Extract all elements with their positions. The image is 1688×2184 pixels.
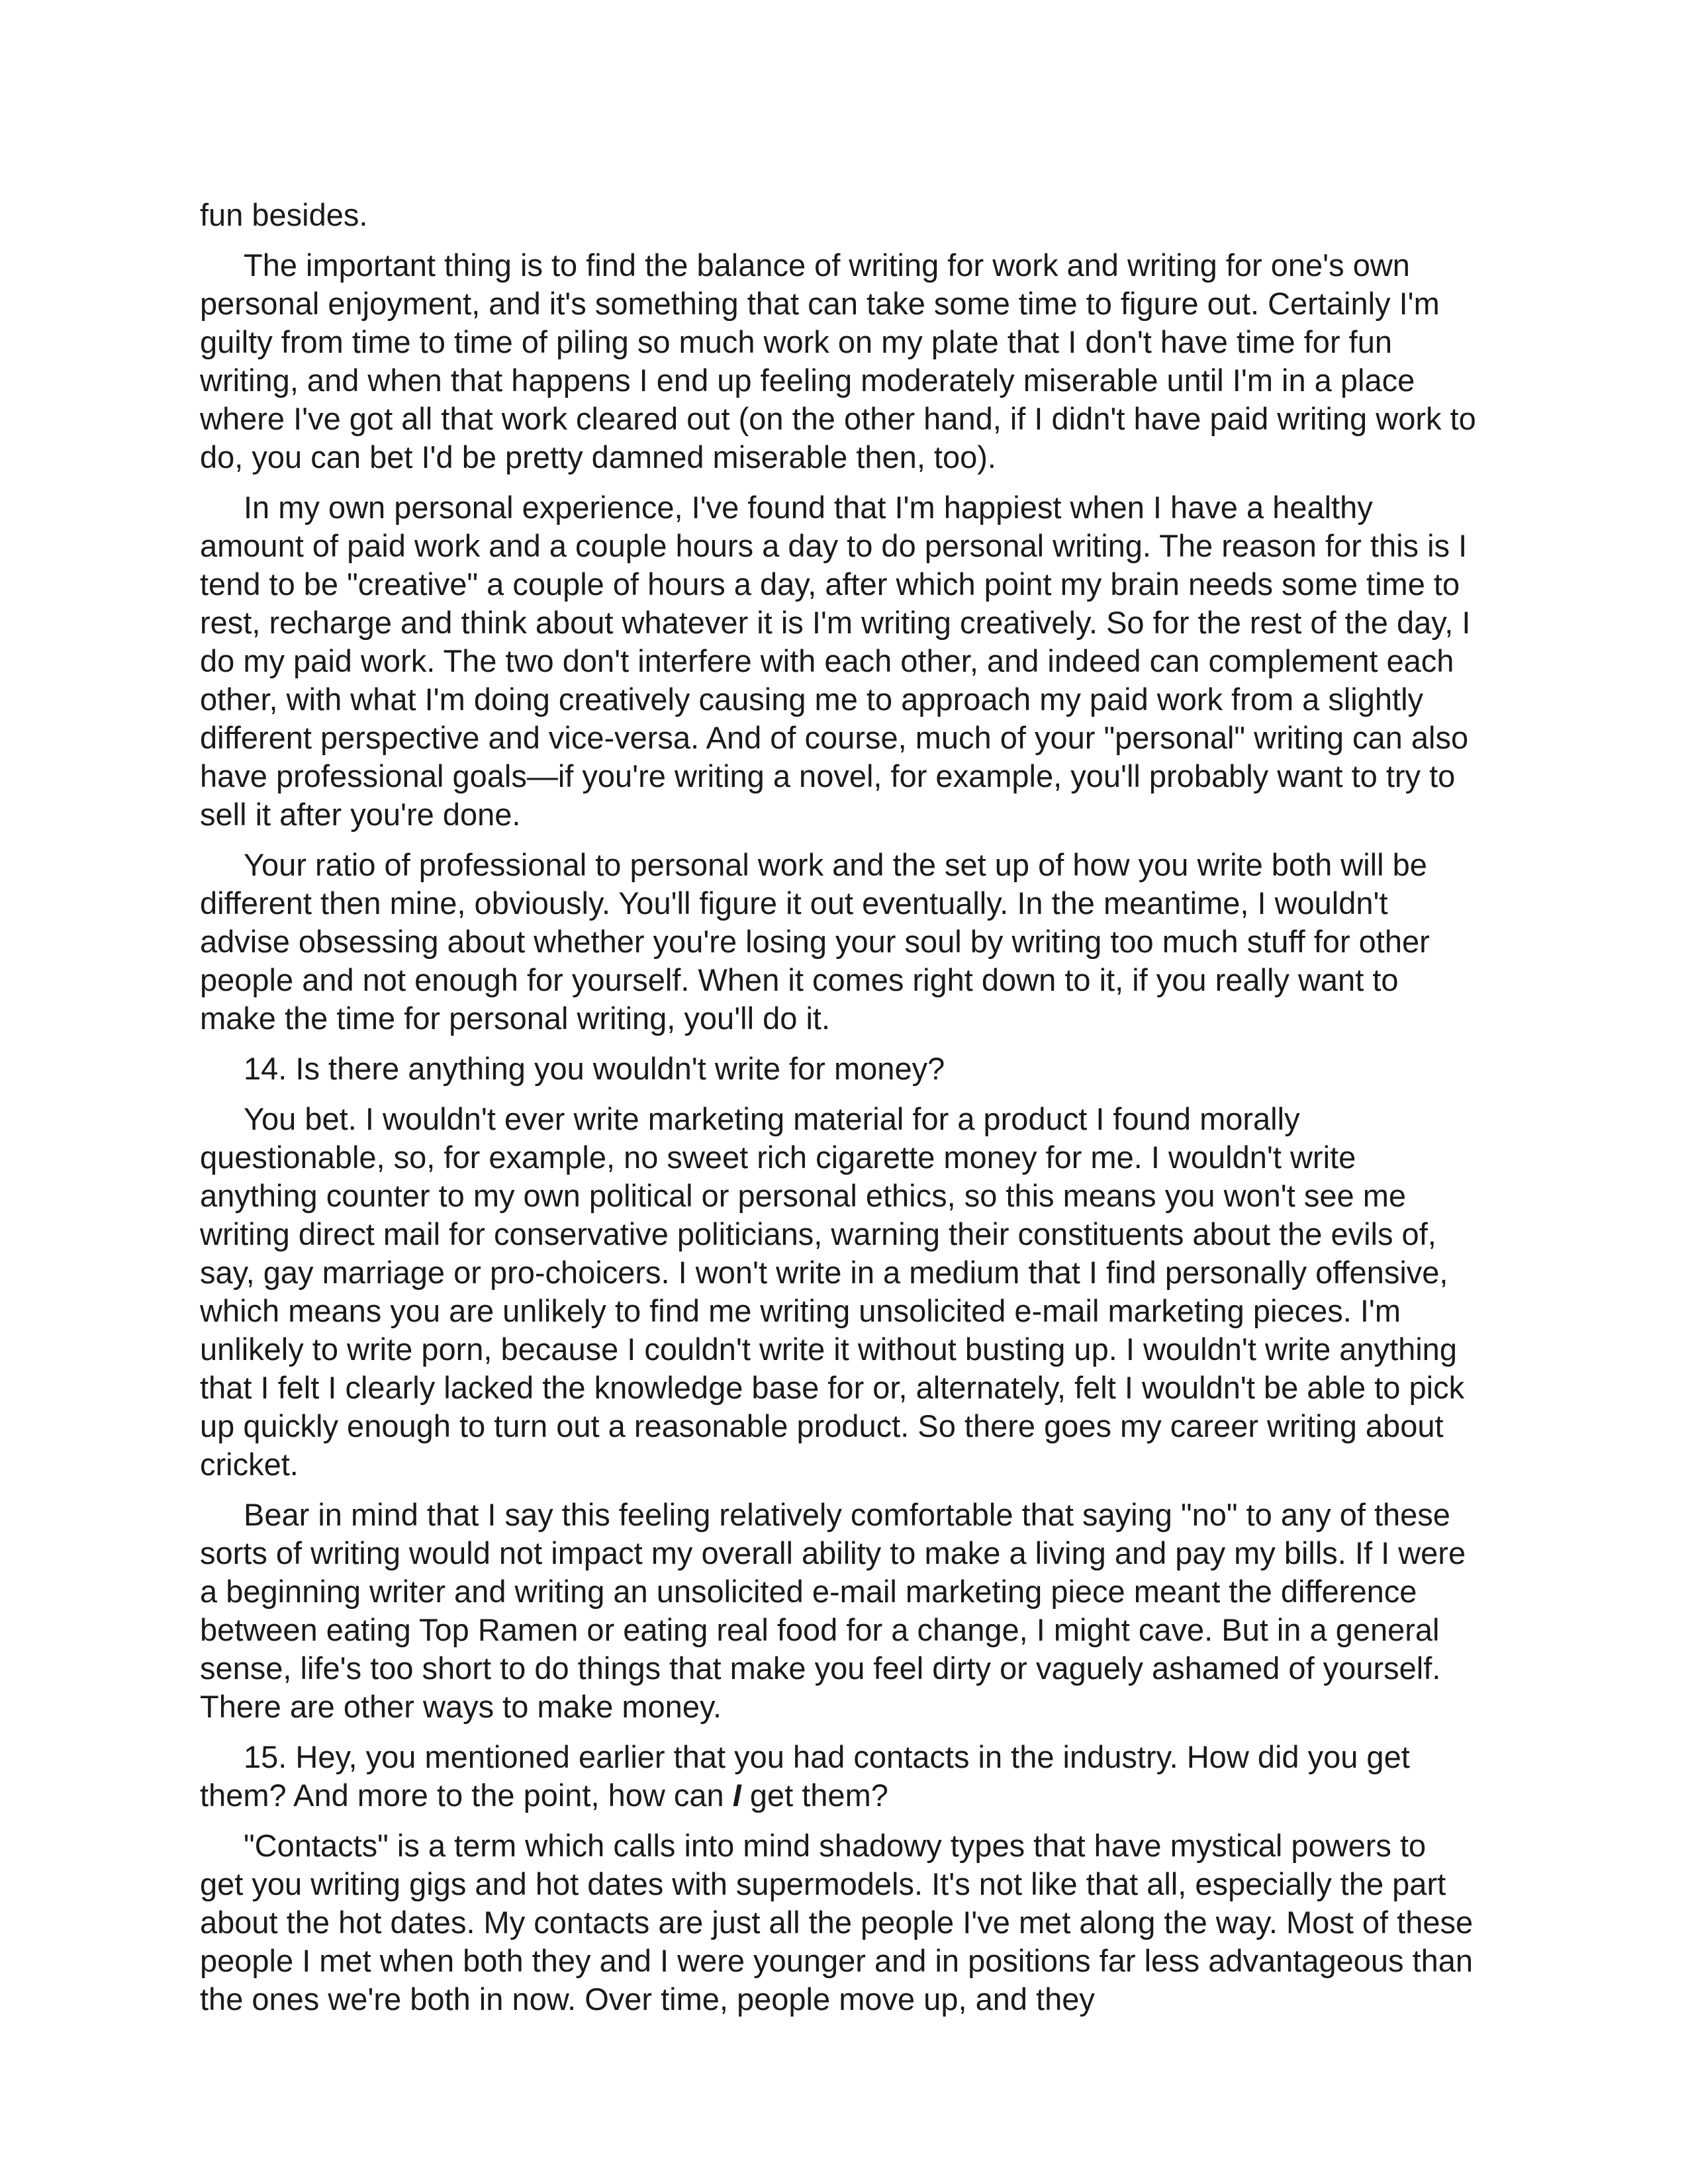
paragraph-balance: The important thing is to find the balance of writing for work and writing for one's own personal enjoyment, and it's something that can take some time to figure out. Certainly I'm guilty from time to time of piling so much work on my plate that I don't have time for fun writing, and when that happens I end up feeling moderately miserable until I'm in a place where I've got all that work cleared out (on the other hand, if I didn't have paid writing work to do, you can bet I'd be pretty damned miserable then, too). [200, 248, 1476, 475]
document-page [200, 196, 1477, 2030]
question-15-text-before: 15. Hey, you mentioned earlier that you had contacts in the industry. How did you get them? And more to the point, how can [200, 1739, 1410, 1813]
paragraph-continuation: fun besides. [200, 197, 368, 232]
question-15-emphasis: I [732, 1778, 741, 1813]
paragraph-contacts: "Contacts" is a term which calls into mind shadowy types that have mystical powers to get you writing gigs and hot dates with supermodels. It's not like that all, especially the part about the hot dates. My contacts are just all the people I've met along the way. Most of these people I met when both they and I were younger and in positions far less advantageous than the ones we're both in now. Over time, people move up, and they [200, 1828, 1474, 2017]
paragraph-ratio: Your ratio of professional to personal work and the set up of how you write both will be different then mine, obviously. You'll figure it out eventually. In the meantime, I wouldn't advise obsessing about whether you're losing your soul by writing too much stuff for other people and not enough for yourself. When it comes right down to it, if you really want to make the time for personal writing, you'll do it. [200, 847, 1430, 1036]
paragraph-bear-in-mind: Bear in mind that I say this feeling relatively comfortable that saying "no" to any of these sorts of writing would not impact my overall ability to make a living and pay my bills. If I were a beginning writer and writing an unsolicited e-mail marketing piece meant the difference between eating Top Ramen or eating real food for a change, I might cave. But in a general sense, life's too short to do things that make you feel dirty or vaguely ashamed of yourself. There are other ways to make money. [200, 1497, 1466, 1724]
question-15 [200, 1738, 1477, 1815]
paragraph-you-bet: You bet. I wouldn't ever write marketing material for a product I found morally questionable, so, for example, no sweet rich cigarette money for me. I wouldn't write anything counter to my own political or personal ethics, so this means you won't see me writing direct mail for conservative politicians, warning their constituents about the evils of, say, gay marriage or pro-choicers. I won't write in a medium that I find personally offensive, which means you are unlikely to find me writing unsolicited e-mail marketing pieces. I'm unlikely to write porn, because I couldn't write it without busting up. I wouldn't write anything that I felt I clearly lacked the knowledge base for or, alternately, felt I wouldn't be able to pick up quickly enough to turn out a reasonable product. So there goes my career writing about cricket. [200, 1101, 1465, 1482]
question-14: 14. Is there anything you wouldn't write for money? [244, 1051, 945, 1086]
paragraph-personal-experience: In my own personal experience, I've found that I'm happiest when I have a healthy amount of paid work and a couple hours a day to do personal writing. The reason for this is I tend to be "creative" a couple of hours a day, after which point my brain needs some time to rest, recharge and think about whatever it is I'm writing creatively. So for the rest of the day, I do my paid work. The two don't interfere with each other, and indeed can complement each other, with what I'm doing creatively causing me to approach my paid work from a slightly different perspective and vice-versa. And of course, much of your "personal" writing can also have professional goals—if you're writing a novel, for example, you'll probably want to try to sell it after you're done. [200, 490, 1471, 832]
question-15-text-after: get them? [741, 1778, 888, 1813]
